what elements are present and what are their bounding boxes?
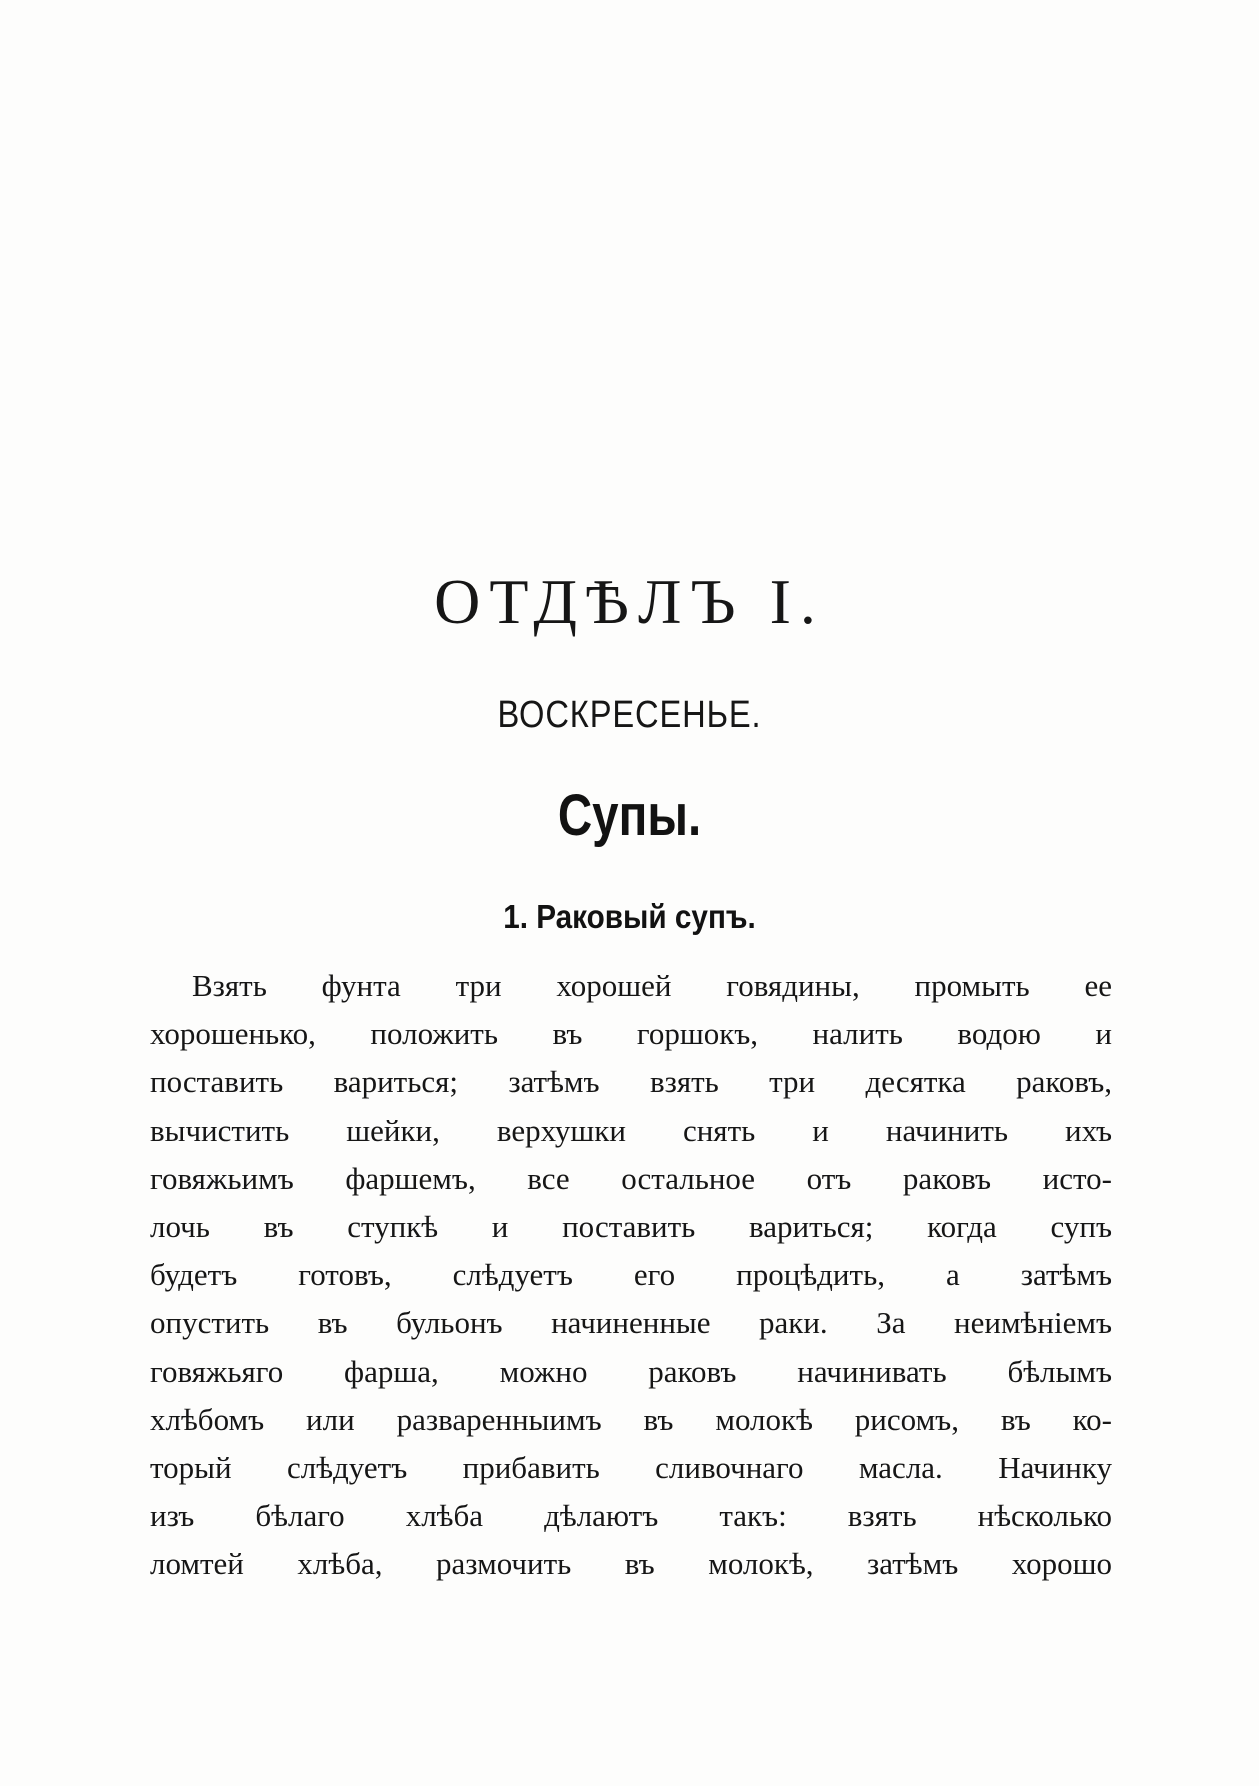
text-line: хлѣбомъ или разваренныимъ въ молокѣ рисомъ, въ ко- xyxy=(150,1401,1112,1437)
text-line: ломтей хлѣба, размочить въ молокѣ, затѣмъ хорошо xyxy=(150,1546,1112,1582)
text-line: поставить вариться; затѣмъ взять три десятка раковъ, xyxy=(150,1064,1112,1100)
text-line: говяжьяго фарша, можно раковъ начинивать бѣлымъ xyxy=(150,1353,1112,1389)
text-line: изъ бѣлаго хлѣба дѣлаютъ такъ: взять нѣсколько xyxy=(150,1498,1112,1534)
chapter-title: Супы. xyxy=(557,783,702,848)
text-line: говяжьимъ фаршемъ, все остальное отъ раковъ исто- xyxy=(150,1160,1112,1196)
text-line: торый слѣдуетъ прибавить сливочнаго масла. Начинку xyxy=(150,1449,1112,1485)
text-line: вычистить шейки, верхушки снять и начинить ихъ xyxy=(150,1112,1112,1148)
text-line: лочь въ ступкѣ и поставить вариться; когда супъ xyxy=(150,1208,1112,1244)
day-title: ВОСКРЕСЕНЬЕ. xyxy=(497,694,762,736)
text-line: будетъ готовъ, слѣдуетъ его процѣдить, а затѣмъ xyxy=(150,1257,1112,1293)
text-line: хорошенько, положить въ горшокъ, налить водою и xyxy=(150,1016,1112,1052)
section-title: ОТДѢЛЪ I. xyxy=(434,566,825,637)
recipe-body xyxy=(150,962,1112,1588)
recipe-title: 1. Раковый супъ. xyxy=(503,898,756,935)
text-line: Взять фунта три хорошей говядины, промыть ее xyxy=(192,968,1112,1003)
text-line: опустить въ бульонъ начиненные раки. За неимѣніемъ xyxy=(150,1305,1112,1341)
